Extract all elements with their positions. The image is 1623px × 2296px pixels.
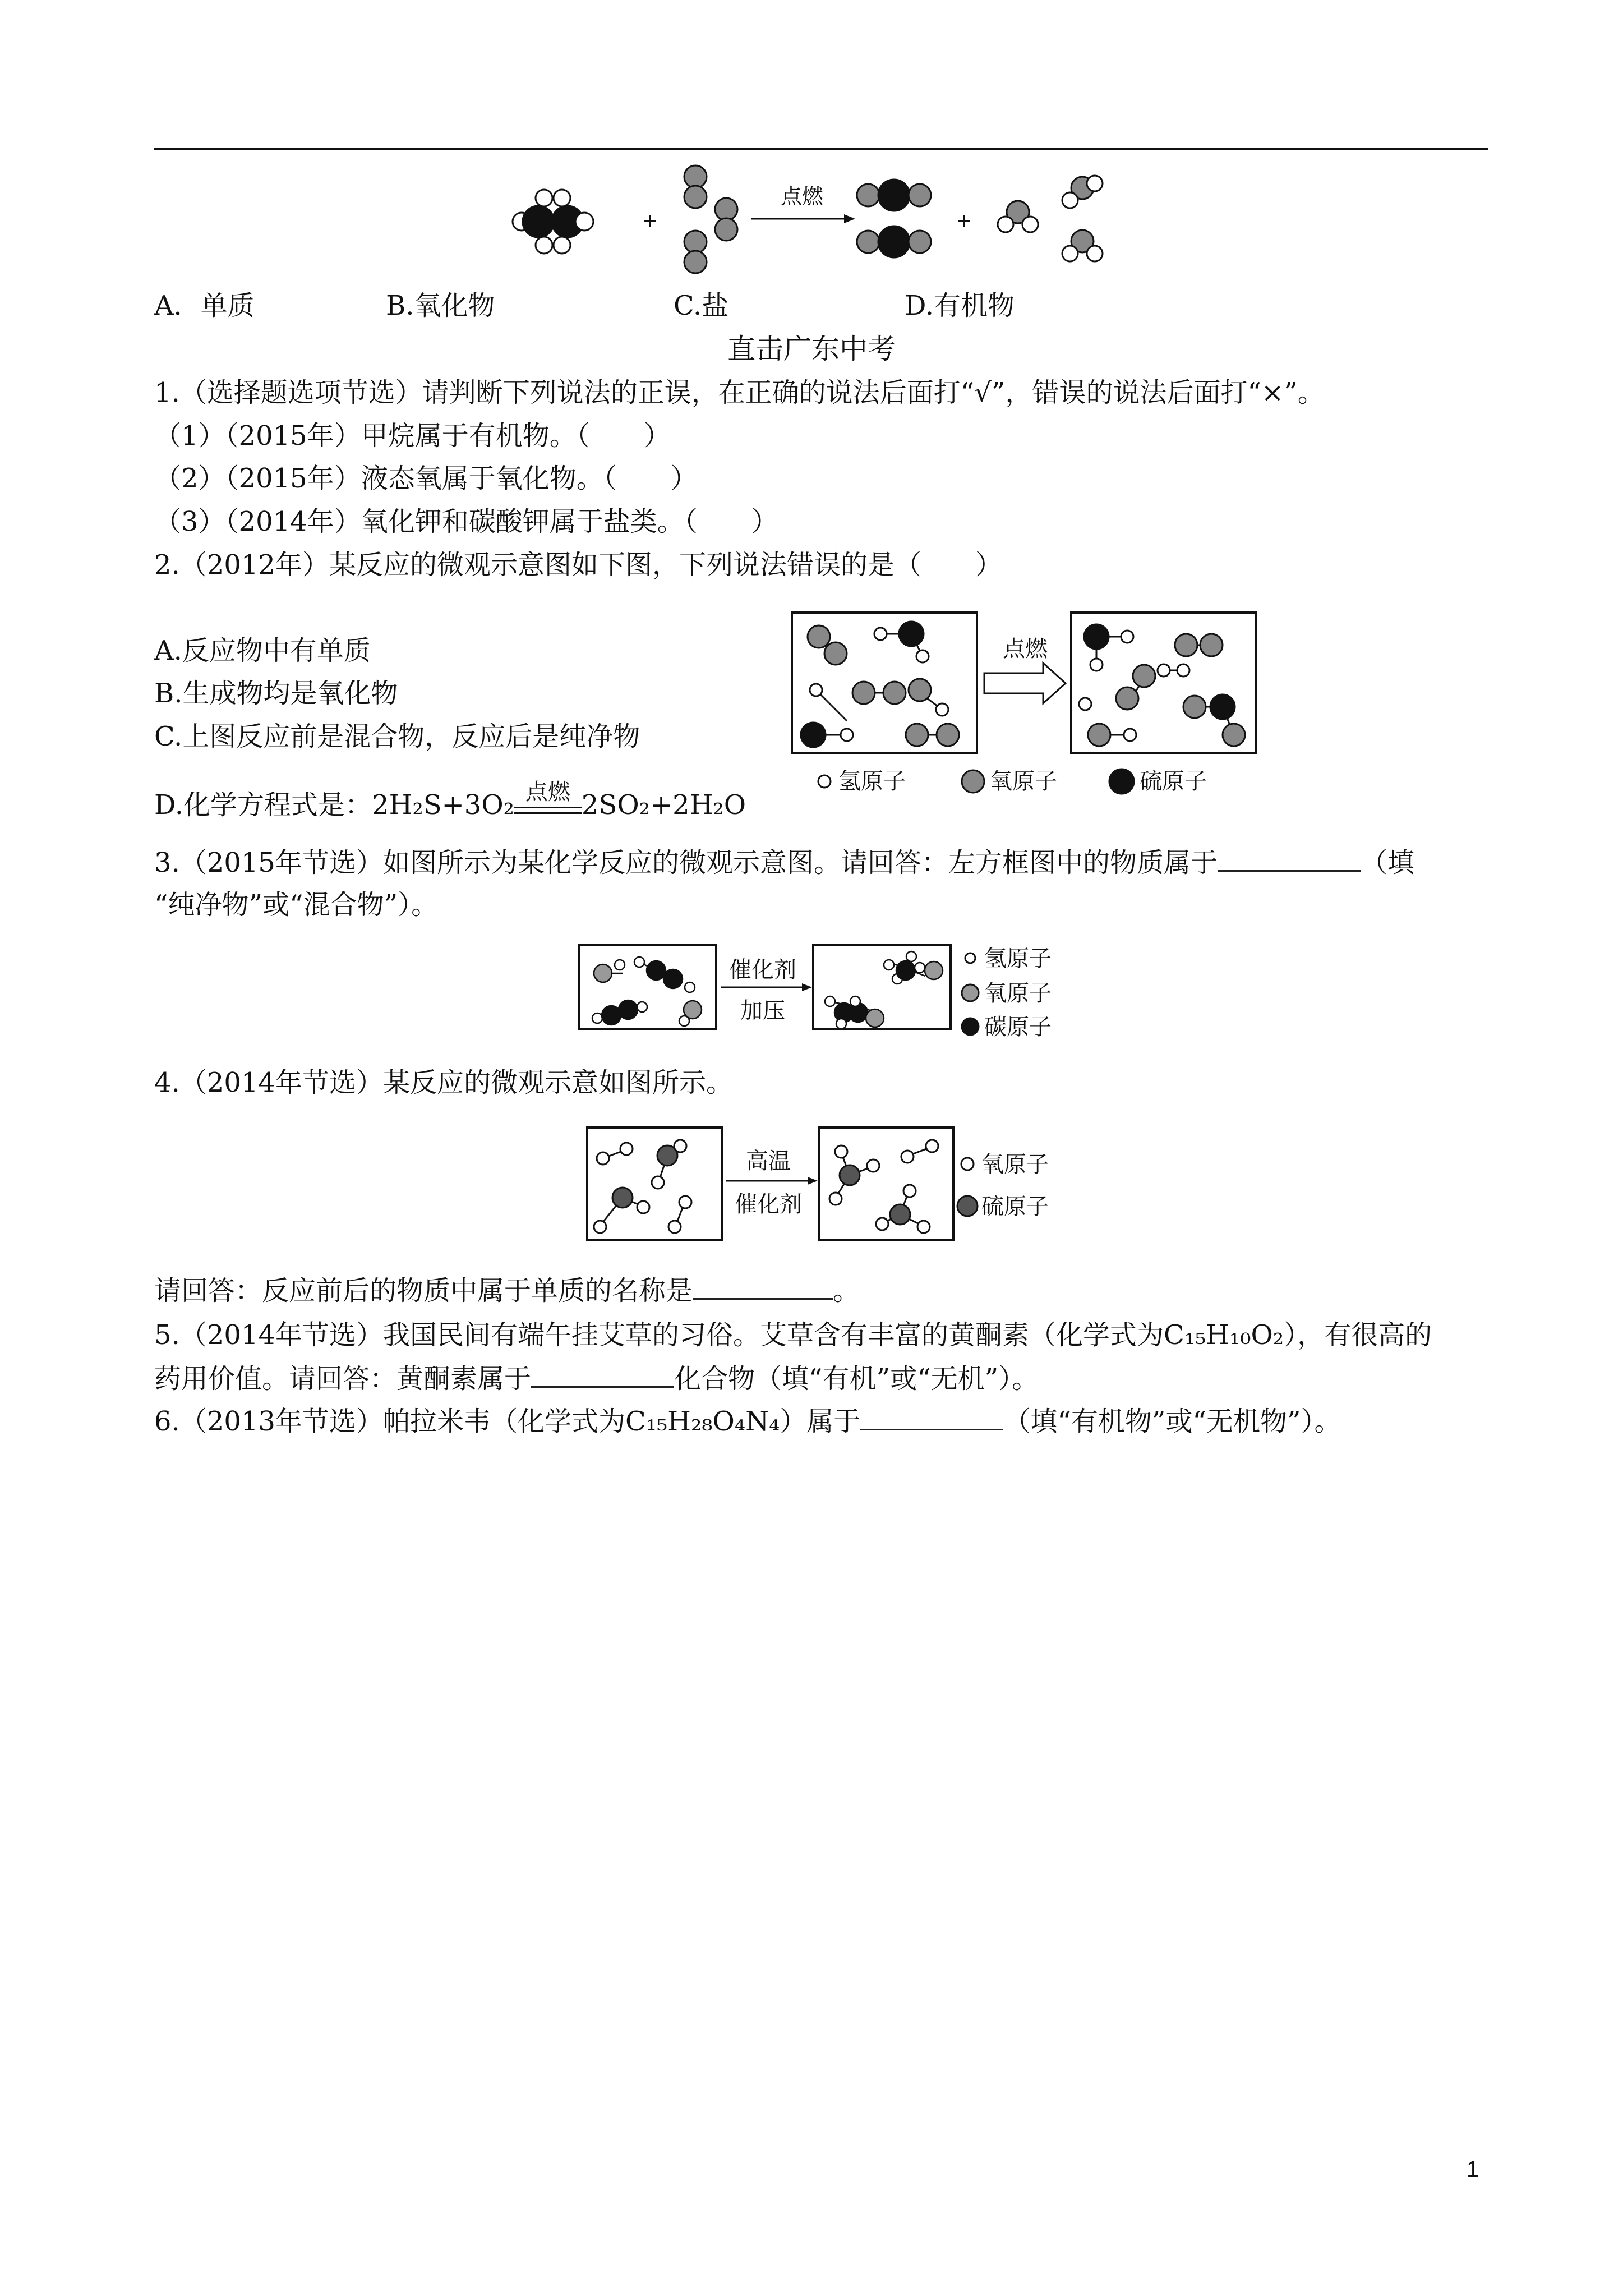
q3-line-1-text: 3.（2015年节选）如图所示为某化学反应的微观示意图。请回答：左方框图中的物质属于 (154, 847, 1218, 878)
svg-text:+: + (642, 210, 658, 232)
header-rule (154, 148, 1488, 150)
q6-line (154, 1404, 1341, 1438)
q2-legend-hydrogen: 氢原子 (838, 769, 906, 794)
q3-figure (578, 934, 1082, 1046)
q2-fig-arrow-label: 点燃 (1003, 636, 1048, 662)
q2-eq-right: 2SO₂+2H₂O (581, 789, 746, 821)
q3-legend-oxygen: 氧原子 (984, 981, 1052, 1006)
q5-answer-blank[interactable] (531, 1361, 674, 1388)
q3-line-1-tail: （填 (1360, 847, 1414, 878)
q4-answer-line (154, 1273, 860, 1308)
top-arrow-label: 点燃 (780, 184, 824, 209)
q4-answer-tail: 。 (833, 1275, 860, 1306)
q3-line-1 (154, 845, 1414, 880)
q2-option-d[interactable] (154, 779, 746, 822)
q1-item-1: （1）（2015年）甲烷属于有机物。（ ） (154, 420, 671, 452)
q2-legend-sulfur: 硫原子 (1140, 769, 1207, 794)
q1-item-2: （2）（2015年）液态氧属于氧化物。（ ） (154, 463, 698, 494)
q3-answer-blank[interactable] (1218, 845, 1361, 872)
top-reaction-diagram (505, 160, 1122, 289)
q4-answer-text: 请回答：反应前后的物质中属于单质的名称是 (154, 1275, 693, 1306)
top-option-b[interactable]: B.氧化物 (386, 290, 495, 321)
q5-line-1-text: 5.（2014年节选）我国民间有端午挂艾草的习俗。艾草含有丰富的黄酮素（化学式为 (154, 1319, 1164, 1351)
q2-eq-cond-label: 点燃 (525, 779, 570, 805)
top-option-c[interactable]: C.盐 (674, 290, 729, 321)
q5-line-2 (154, 1361, 1039, 1396)
q2-eq-left: 2H₂S+3O₂ (372, 789, 514, 821)
q6-text: 6.（2013年节选）帕拉米韦（化学式为 (154, 1406, 625, 1437)
q5-formula: C₁₅H₁₀O₂ (1163, 1319, 1284, 1351)
top-option-d[interactable]: D.有机物 (905, 290, 1015, 321)
q2-option-b[interactable]: B.生成物均是氧化物 (154, 678, 398, 709)
q6-formula: C₁₅H₂₈O₄N₄ (625, 1406, 780, 1437)
q5-line-1-tail: ），有很高的 (1284, 1319, 1432, 1351)
q5-line-2-text: 药用价值。请回答：黄酮素属于 (154, 1363, 532, 1395)
q3-cond-top: 催化剂 (729, 957, 796, 983)
q6-text-mid: ）属于 (780, 1406, 861, 1437)
q4-legend-oxygen: 氧原子 (981, 1152, 1049, 1177)
q6-text-tail: （填“有机物”或“无机物”）。 (1003, 1406, 1341, 1437)
q4-figure (586, 1125, 1080, 1248)
q6-answer-blank[interactable] (860, 1404, 1003, 1430)
q1-item-3: （3）（2014年）氧化钾和碳酸钾属于盐类。（ ） (154, 506, 778, 537)
q5-line-2-tail: 化合物（填“有机”或“无机”）。 (674, 1363, 1039, 1395)
q4-stem: 4.（2014年节选）某反应的微观示意如图所示。 (154, 1067, 733, 1098)
svg-text:+: + (956, 210, 972, 232)
q3-line-2: “纯净物”或“混合物”）。 (154, 889, 439, 921)
top-option-a[interactable]: A．单质 (154, 290, 255, 321)
q2-stem: 2.（2012年）某反应的微观示意图如下图，下列说法错误的是（ ） (154, 549, 1002, 581)
q2-option-c[interactable]: C.上图反应前是混合物，反应后是纯净物 (154, 721, 640, 752)
q3-legend-carbon: 碳原子 (984, 1014, 1052, 1040)
page-number: 1 (1467, 2157, 1479, 2182)
q5-line-1 (154, 1318, 1432, 1352)
q2-legend-oxygen: 氧原子 (990, 769, 1057, 794)
q2-option-d-prefix: D.化学方程式是： (154, 789, 372, 821)
q1-stem: 1.（选择题选项节选）请判断下列说法的正误，在正确的说法后面打“√”，错误的说法后面打“×”。 (154, 377, 1325, 408)
q4-cond-bottom: 催化剂 (735, 1191, 802, 1217)
section-title: 直击广东中考 (727, 333, 896, 365)
q2-figure (791, 611, 1273, 813)
q2-option-a[interactable]: A.反应物中有单质 (154, 635, 371, 666)
q4-legend-sulfur: 硫原子 (981, 1194, 1049, 1220)
q4-answer-blank[interactable] (693, 1273, 833, 1300)
q2-eq-condition (514, 779, 582, 814)
q3-cond-bottom: 加压 (740, 998, 785, 1024)
q4-cond-top: 高温 (746, 1148, 791, 1174)
q3-legend-hydrogen: 氢原子 (984, 946, 1052, 972)
